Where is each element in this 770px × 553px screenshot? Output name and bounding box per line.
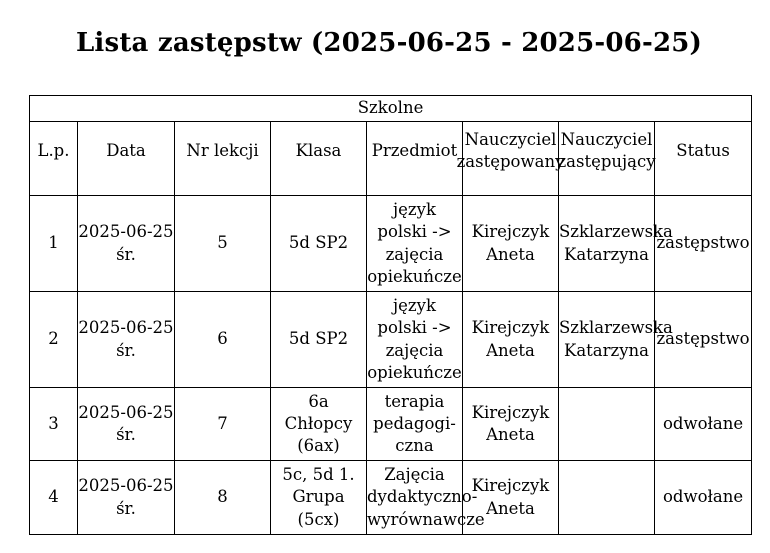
col-header-lp: L.p.	[30, 122, 78, 196]
cell-lp: 3	[30, 388, 78, 461]
cell-date: 2025-06-25 śr.	[78, 292, 175, 388]
cell-date: 2025-06-25 śr.	[78, 196, 175, 292]
cell-class: 5c, 5d 1. Grupa (5cx)	[271, 461, 367, 535]
cell-status: odwołane	[655, 461, 752, 535]
cell-teacher-substitute: Szklarzewska Katarzyna	[559, 292, 655, 388]
cell-teacher-replaced: Kirejczyk Aneta	[463, 196, 559, 292]
cell-lp: 4	[30, 461, 78, 535]
cell-teacher-substitute	[559, 461, 655, 535]
col-header-status: Status	[655, 122, 752, 196]
substitutions-table	[29, 95, 752, 535]
table-row	[30, 388, 752, 461]
cell-class: 5d SP2	[271, 292, 367, 388]
table-row	[30, 196, 752, 292]
cell-lesson: 5	[175, 196, 271, 292]
cell-lesson: 7	[175, 388, 271, 461]
col-header-lesson: Nr lekcji	[175, 122, 271, 196]
cell-teacher-replaced: Kirejczyk Aneta	[463, 461, 559, 535]
cell-subject: język polski -> zajęcia opiekuńcze	[367, 292, 463, 388]
cell-teacher-replaced: Kirejczyk Aneta	[463, 292, 559, 388]
cell-status: zastępstwo	[655, 292, 752, 388]
table-row	[30, 292, 752, 388]
cell-lp: 1	[30, 196, 78, 292]
column-header-row	[30, 122, 752, 196]
col-header-date: Data	[78, 122, 175, 196]
cell-subject: terapia pedagogi- czna	[367, 388, 463, 461]
cell-teacher-replaced: Kirejczyk Aneta	[463, 388, 559, 461]
page-title: Lista zastępstw (2025-06-25 - 2025-06-25)	[75, 28, 703, 58]
cell-lesson: 8	[175, 461, 271, 535]
cell-teacher-substitute: Szklarzewska Katarzyna	[559, 196, 655, 292]
cell-subject: język polski -> zajęcia opiekuńcze	[367, 196, 463, 292]
cell-date: 2025-06-25 śr.	[78, 461, 175, 535]
table-row	[30, 461, 752, 535]
cell-status: odwołane	[655, 388, 752, 461]
col-header-teacher-replaced: Nauczyciel zastępowany	[463, 122, 559, 196]
cell-teacher-substitute	[559, 388, 655, 461]
col-header-subject: Przedmiot	[367, 122, 463, 196]
cell-class: 5d SP2	[271, 196, 367, 292]
cell-status: zastępstwo	[655, 196, 752, 292]
cell-subject: Zajęcia dydaktyczno- wyrównawcze	[367, 461, 463, 535]
cell-lesson: 6	[175, 292, 271, 388]
cell-class: 6a Chłopcy (6ax)	[271, 388, 367, 461]
cell-lp: 2	[30, 292, 78, 388]
group-header-row	[30, 96, 752, 122]
col-header-teacher-substitute: Nauczyciel zastępujący	[559, 122, 655, 196]
cell-date: 2025-06-25 śr.	[78, 388, 175, 461]
group-label: Szkolne	[30, 96, 752, 122]
col-header-class: Klasa	[271, 122, 367, 196]
